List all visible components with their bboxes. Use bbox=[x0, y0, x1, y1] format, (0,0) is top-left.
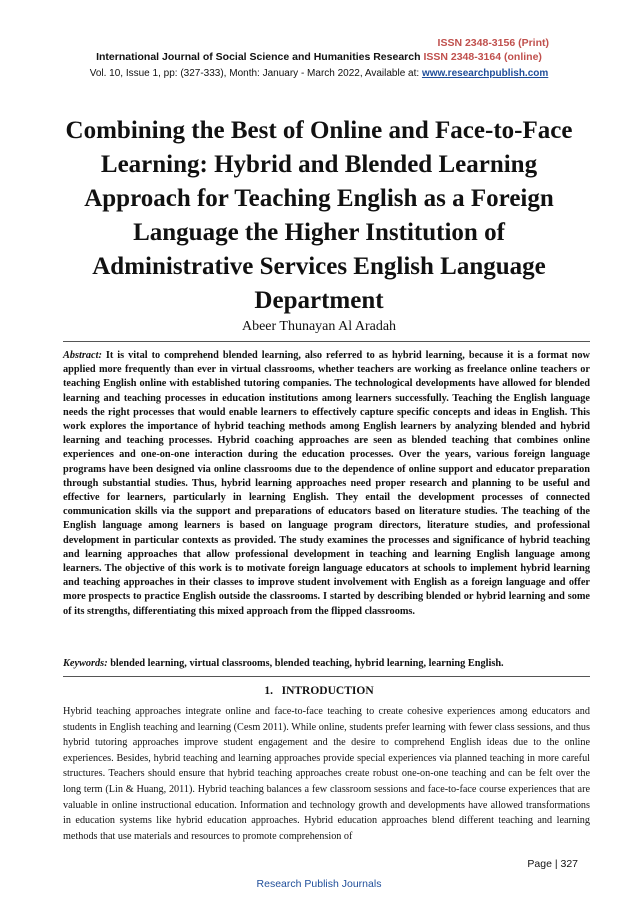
keywords-label: Keywords: bbox=[63, 658, 108, 669]
section-heading: 1. INTRODUCTION bbox=[264, 685, 374, 697]
volume-line bbox=[0, 68, 638, 79]
issn-print: ISSN 2348-3156 (Print) bbox=[437, 37, 549, 49]
issn-online: ISSN 2348-3164 (online) bbox=[423, 51, 542, 63]
page-number: Page | 327 bbox=[527, 858, 578, 870]
website-link[interactable]: www.researchpublish.com bbox=[421, 68, 549, 79]
abstract-label: Abstract: bbox=[63, 350, 102, 361]
keywords bbox=[63, 657, 590, 671]
paper-title: Combining the Best of Online and Face-to-Face Learning: Hybrid and Blended Learning Approach for Teaching English as a Foreign Language the Higher Institution of Administrative Services English Language Department bbox=[65, 117, 573, 314]
volume-info: Vol. 10, Issue 1, pp: (327-333), Month: January - March 2022, Available at: bbox=[89, 68, 420, 79]
publisher-footer[interactable]: Research Publish Journals bbox=[256, 878, 382, 890]
divider-top bbox=[63, 341, 590, 342]
keywords-text: blended learning, virtual classrooms, blended teaching, hybrid learning, learning English. bbox=[110, 658, 504, 669]
journal-header bbox=[0, 51, 638, 63]
journal-name: International Journal of Social Science and Humanities Research bbox=[96, 51, 421, 63]
intro-paragraph: Hybrid teaching approaches integrate online and face-to-face teaching to create cohesive experiences among educators and students in English teaching and learning (Cesm 2011). While online, students prefer learning with fewer class sessions, and thus hybrid tutoring approaches improve student engagement and the desire to comprehend English ideas due to the online experiences. Besides, hybrid teaching and learning approaches provide special experiences via planned teaching in more careful structures. Teachers should ensure that hybrid teaching approaches create robust one-on-one teaching and can be felt over the long term (Lin & Huang, 2011). Hybrid teaching balances a few classroom sessions and face-to-face course experiences that are valuable in online instructional education. Information and technology growth and developments have allowed transformations in education systems like hybrid education approaches. Hybrid education approaches blend different teaching and learning methods that use materials and resources to promote comprehension of bbox=[63, 706, 590, 842]
divider-keywords bbox=[63, 676, 590, 677]
author-name: Abeer Thunayan Al Aradah bbox=[241, 319, 397, 334]
abstract bbox=[63, 349, 590, 619]
abstract-text: It is vital to comprehend blended learning, also referred to as hybrid learning, because it is a format now applied more frequently than ever in virtual classrooms, whether teachers are working as freelance online teachers or teaching English online with established tutoring companies. The technological developments have allowed for blended learning and teaching processes in education institutions among learners successfully. Teaching the English language needs the right processes that would enable learners to effectively capture specific concepts and ideas in English. This work explores the importance of hybrid teaching methods among English learners by analyzing blended and hybrid learning and teaching processes. Hybrid coaching approaches are seen as blended teaching that combines online experiences and one-on-one interaction during the education processes. Over the years, various foreign language programs have been designed via online classrooms due to the dependence of online support and educator preparation through substantial studies. Thus, hybrid learning approaches need proper research and planning to be useful and effective for learners, particularly in learning English. They entail the development processes of connected communication skills via the support and preparations of educators based on literature studies. The teaching of the English language among learners is based on language program directors, literature studies, and professional development in particular contexts as provided. The study examines the processes and significance of hybrid teaching and learning approaches that allow professional development in teaching and learning English language among learners. The objective of this work is to motivate foreign language educators at schools to implement hybrid learning and teaching approaches in their classes to improve student involvement with English as a foreign language and offer more prospects to practice English outside the classrooms. I started by describing blended or hybrid learning and some of its strengths, differentiating this mixed approach from the flipped classrooms. bbox=[63, 350, 590, 617]
